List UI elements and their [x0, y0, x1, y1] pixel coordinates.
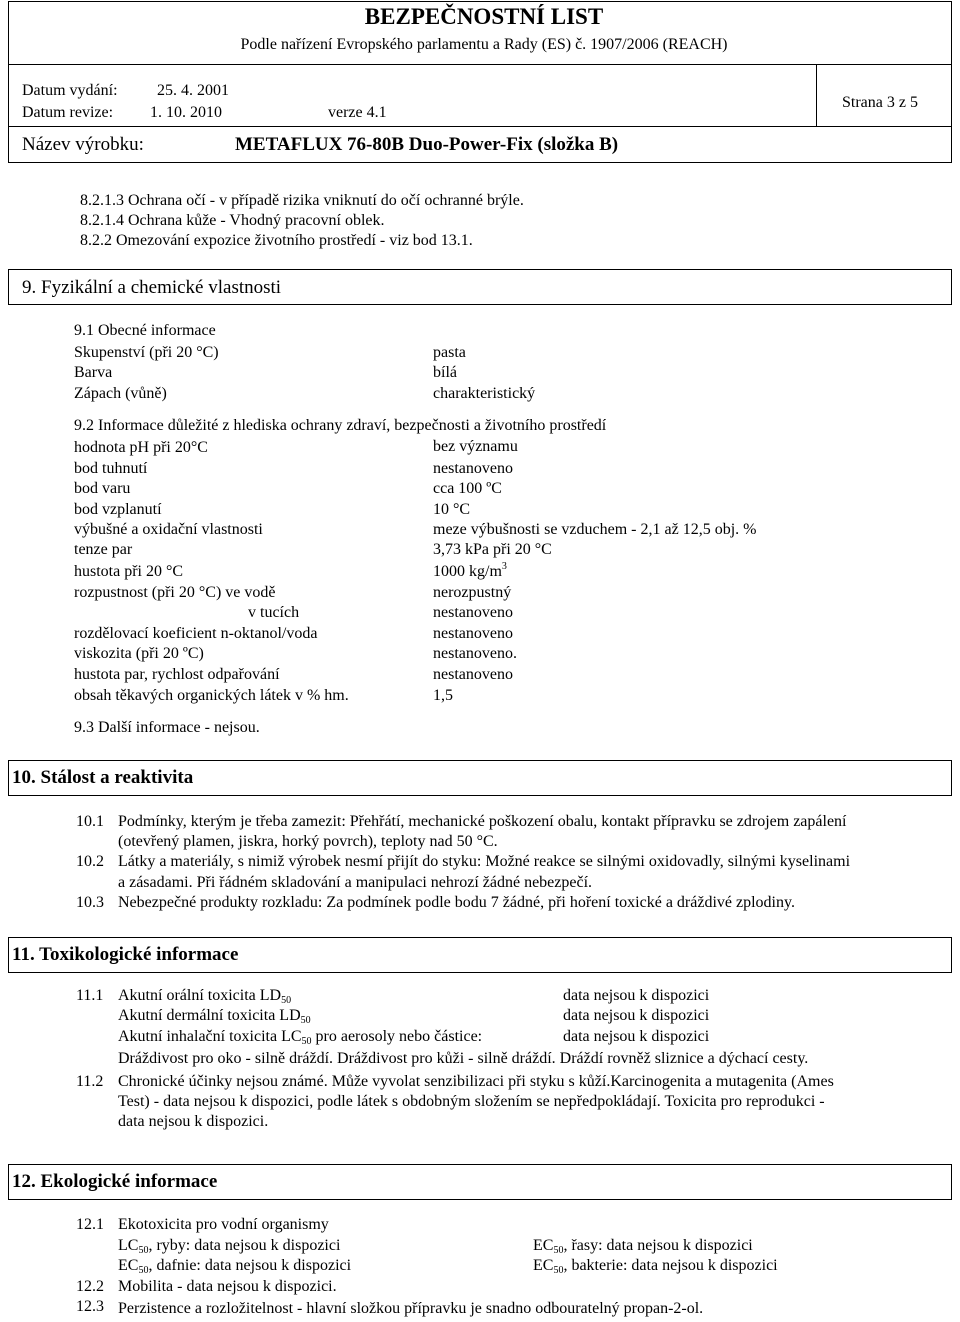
environment-exposure: 8.2.2 Omezování expozice životního prostředí - viz bod 13.1. — [80, 232, 473, 249]
acute-oral-value: data nejsou k dispozici — [563, 987, 710, 1004]
general-info-heading: 9.1 Obecné informace — [74, 322, 216, 339]
other-info: 9.3 Další informace - nejsou. — [74, 719, 260, 736]
property-value: 10 °C — [433, 501, 471, 518]
conditions-to-avoid-cont: (otevřený plamen, jiskra, horký povrch), teploty nad 50 °C. — [118, 833, 498, 850]
ec-label: EC — [533, 1237, 554, 1254]
acute-inhalation-label-end: pro aerosoly nebo částice: — [311, 1028, 483, 1045]
product-name: METAFLUX 76-80B Duo-Power-Fix (složka B) — [235, 134, 619, 155]
health-safety-info-heading: 9.2 Informace důležité z hlediska ochrany zdraví, bezpečnosti a životního prostředí — [74, 417, 607, 434]
incompatible-materials-cont: a zásadami. Při řádném skladování a manipulaci nehrozí žádné nebezpečí. — [118, 874, 593, 891]
property-value: bez významu — [433, 438, 518, 455]
acute-inhalation-label: Akutní inhalační toxicita LC — [118, 1028, 302, 1045]
ecotoxicity-heading: Ekotoxicita pro vodní organismy — [118, 1216, 329, 1233]
property-label: bod vzplanutí — [74, 501, 162, 518]
property-value: nestanoveno — [433, 625, 513, 642]
daphnia-toxicity-text: , dafnie: data nejsou k dispozici — [148, 1257, 352, 1274]
item-number: 12.1 — [76, 1216, 104, 1233]
density-unit-exponent: 3 — [501, 561, 507, 572]
acute-dermal-value: data nejsou k dispozici — [563, 1007, 710, 1024]
incompatible-materials: Látky a materiály, s nimiž výrobek nesmí přijít do styku: Možné reakce se silnými oxidovadly, silnými kyselinami — [118, 853, 851, 870]
item-number: 10.2 — [76, 853, 104, 870]
property-value: 1,5 — [433, 687, 453, 704]
item-number: 10.1 — [76, 813, 104, 830]
chronic-effects-cont: data nejsou k dispozici. — [118, 1113, 269, 1130]
header-divider-2 — [8, 126, 952, 127]
acute-dermal-toxicity — [118, 1006, 311, 1026]
density-value: 1000 kg/m — [433, 563, 502, 580]
property-label: bod tuhnutí — [74, 460, 148, 477]
item-number: 10.3 — [76, 894, 104, 911]
color-value: bílá — [433, 364, 457, 381]
irritation: Dráždivost pro oko - silně dráždí. Dráždivost pro kůži - silně dráždí. Dráždí rovněž sliznice a dýchací cesty. — [118, 1050, 809, 1067]
eye-protection: 8.2.1.3 Ochrana očí - v případě rizika vniknutí do očí ochranné brýle. — [80, 192, 524, 209]
property-label: obsah těkavých organických látek v % hm. — [74, 687, 349, 704]
page-number: Strana 3 z 5 — [842, 94, 918, 111]
decomposition-products: Nebezpečné produkty rozkladu: Za podmínek podle bodu 7 žádné, při hoření toxické a dráždivé zplodiny. — [118, 894, 795, 911]
property-label: rozpustnost (při 20 °C) ve vodě — [74, 584, 276, 601]
bacteria-toxicity-text: , bakterie: data nejsou k dispozici — [563, 1257, 778, 1274]
property-value: cca 100 ºC — [433, 480, 502, 497]
issue-date: 25. 4. 2001 — [157, 82, 229, 99]
revision-label: Datum revize: — [22, 104, 114, 121]
section-12-heading: 12. Ekologické informace — [12, 1171, 218, 1192]
chronic-effects-cont: Test) - data nejsou k dispozici, podle látek s obdobným složením se nepředpokládají. Toxicita pro reprodukci - — [118, 1093, 825, 1110]
document-subtitle: Podle nařízení Evropského parlamentu a Rady (ES) č. 1907/2006 (REACH) — [240, 36, 728, 53]
odor-label: Zápach (vůně) — [74, 385, 167, 402]
item-number: 11.2 — [76, 1073, 104, 1090]
section-11-heading: 11. Toxikologické informace — [12, 944, 239, 965]
product-label: Název výrobku: — [22, 134, 144, 155]
revision-date: 1. 10. 2010 — [150, 104, 222, 121]
subscript-50: 50 — [553, 1265, 564, 1276]
persistence: Perzistence a rozložitelnost - hlavní složkou přípravku je snadno odbouratelný propan-2-ol. — [118, 1300, 704, 1317]
property-label: hustota při 20 °C — [74, 563, 184, 580]
lc-label: LC — [118, 1237, 139, 1254]
property-label: hodnota pH při 20°C — [74, 439, 208, 456]
subscript-50: 50 — [553, 1245, 564, 1256]
property-label: v tucích — [248, 604, 300, 621]
acute-inhalation-value: data nejsou k dispozici — [563, 1028, 710, 1045]
daphnia-toxicity — [118, 1256, 351, 1276]
state-label: Skupenství (při 20 °C) — [74, 344, 219, 361]
property-value — [433, 562, 507, 582]
subscript-50: 50 — [300, 1015, 311, 1026]
section-9-heading: 9. Fyzikální a chemické vlastnosti — [22, 277, 282, 298]
document-title: BEZPEČNOSTNÍ LIST — [364, 4, 604, 29]
subscript-50: 50 — [138, 1265, 149, 1276]
property-value: nestanoveno — [433, 460, 513, 477]
version: verze 4.1 — [328, 104, 387, 121]
algae-toxicity — [533, 1236, 753, 1256]
fish-toxicity — [118, 1236, 340, 1256]
property-value: 3,73 kPa při 20 °C — [433, 541, 552, 558]
property-label: rozdělovací koeficient n-oktanol/voda — [74, 625, 318, 642]
ec-label: EC — [118, 1257, 139, 1274]
bacteria-toxicity — [533, 1256, 778, 1276]
property-value: nestanoveno — [433, 666, 513, 683]
item-number: 12.3 — [76, 1298, 104, 1315]
fish-toxicity-text: , ryby: data nejsou k dispozici — [148, 1237, 341, 1254]
header-divider-1 — [8, 64, 952, 65]
conditions-to-avoid: Podmínky, kterým je třeba zamezit: Přehřátí, mechanické poškození obalu, kontakt přípravku se zdrojem zapálení — [118, 813, 847, 830]
ec-label: EC — [533, 1257, 554, 1274]
property-label: hustota par, rychlost odpařování — [74, 666, 280, 683]
property-label: viskozita (při 20 ºC) — [74, 645, 204, 662]
property-label: tenze par — [74, 541, 133, 558]
acute-dermal-label: Akutní dermální toxicita LD — [118, 1007, 301, 1024]
header-page-divider — [816, 64, 817, 126]
skin-protection: 8.2.1.4 Ochrana kůže - Vhodný pracovní oblek. — [80, 212, 385, 229]
property-value: meze výbušnosti se vzduchem - 2,1 až 12,5 obj. % — [433, 521, 757, 538]
acute-inhalation-toxicity — [118, 1027, 482, 1047]
acute-oral-toxicity — [118, 986, 291, 1006]
algae-toxicity-text: , řasy: data nejsou k dispozici — [563, 1237, 753, 1254]
property-label: výbušné a oxidační vlastnosti — [74, 521, 263, 538]
acute-oral-label: Akutní orální toxicita LD — [118, 987, 282, 1004]
mobility: Mobilita - data nejsou k dispozici. — [118, 1278, 337, 1295]
subscript-50: 50 — [138, 1245, 149, 1256]
item-number: 12.2 — [76, 1278, 104, 1295]
chronic-effects: Chronické účinky nejsou známé. Může vyvolat senzibilizaci při styku s kůží.Karcinogenita a mutagenita (Ames — [118, 1073, 834, 1090]
issue-label: Datum vydání: — [22, 82, 118, 99]
subscript-50: 50 — [281, 995, 292, 1006]
section-10-heading: 10. Stálost a reaktivita — [12, 767, 194, 788]
property-value: nestanoveno — [433, 604, 513, 621]
property-value: nerozpustný — [433, 584, 512, 601]
state-value: pasta — [433, 344, 466, 361]
subscript-50: 50 — [301, 1036, 312, 1047]
property-value: nestanoveno. — [433, 645, 517, 662]
odor-value: charakteristický — [433, 385, 536, 402]
property-label: bod varu — [74, 480, 131, 497]
color-label: Barva — [74, 364, 113, 381]
item-number: 11.1 — [76, 987, 104, 1004]
